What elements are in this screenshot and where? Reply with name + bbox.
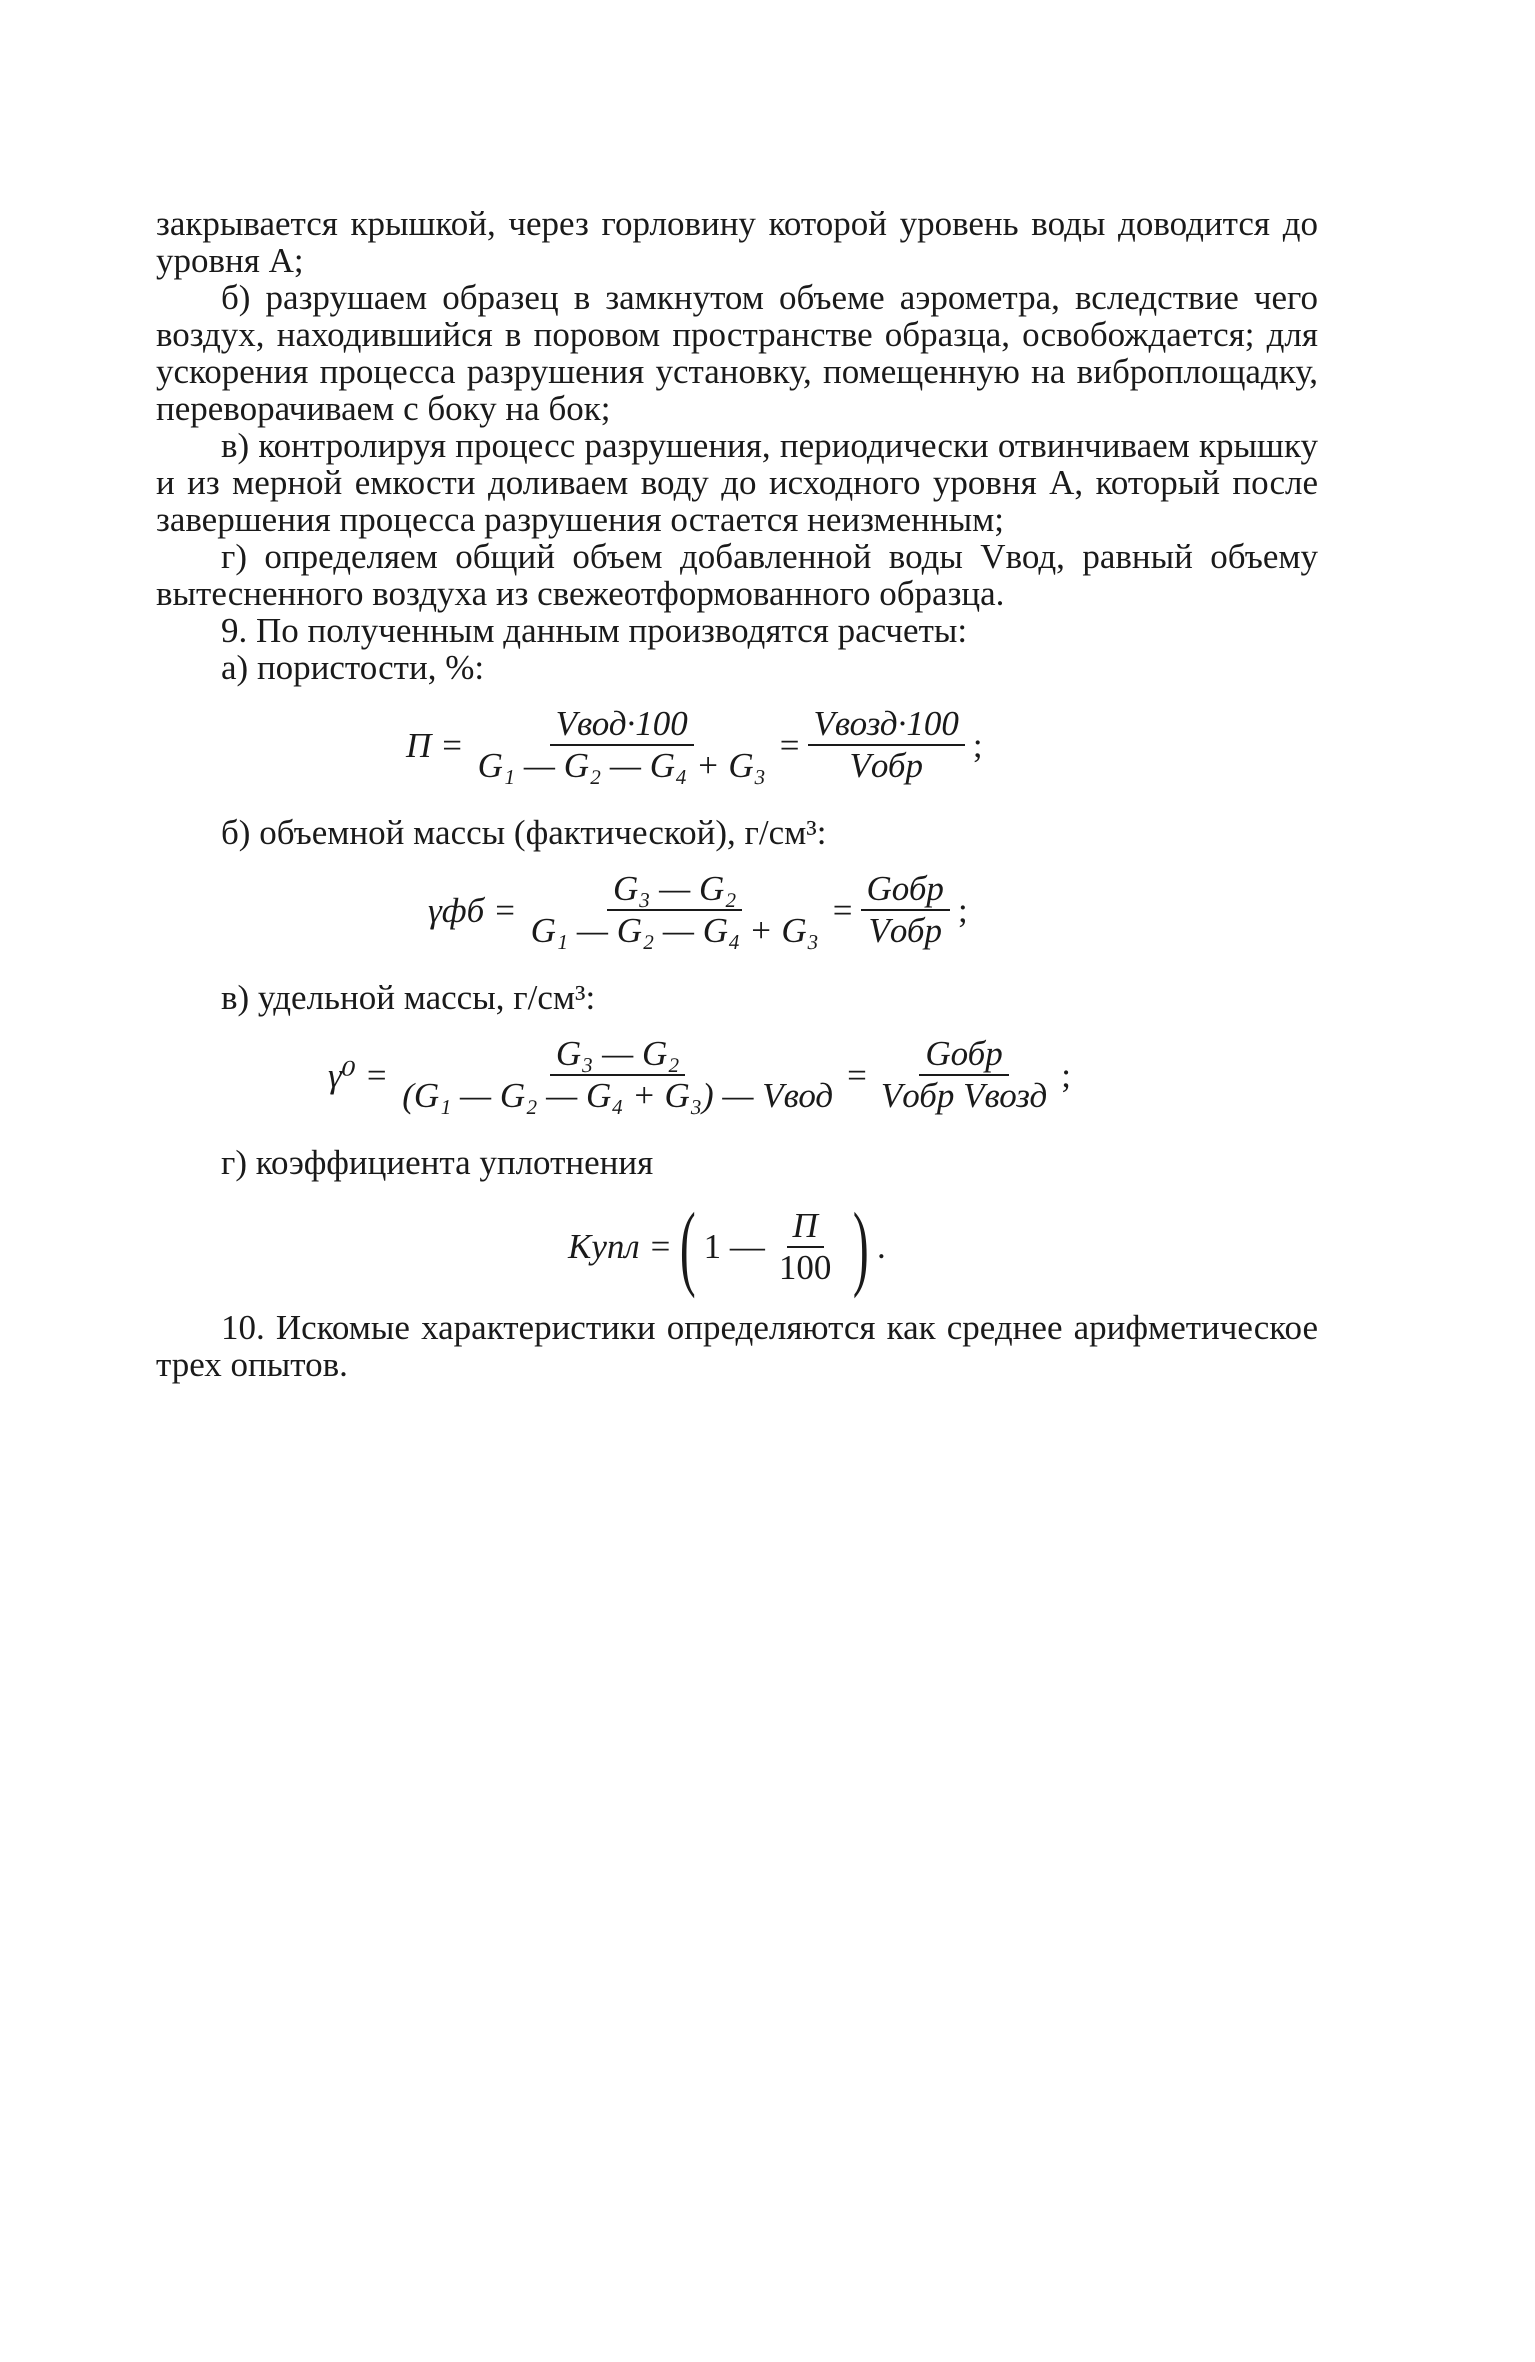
paragraph-porosity-label: а) пористости, %: [221, 648, 485, 687]
paragraph-bulk-density-label: б) объемной массы (фактической), г/см³: [221, 813, 827, 852]
paragraph-step-v: в) контролируя процесс разрушения, периодически отвинчиваем крышку и из мерной емкости доливаем воду до исходного уровня А, который после завершения процесса разрушения остается неизменным; [156, 426, 1318, 539]
formula-porosity [156, 704, 1318, 804]
paragraph-compaction-label: г) коэффициента уплотнения [221, 1143, 654, 1182]
paragraph-step-g: г) определяем общий объем добавленной воды Vвод, равный объему вытесненного воздуха из свежеотформованного образца. [156, 537, 1318, 613]
formula-porosity-num-2: Vвозд·100 [808, 704, 965, 746]
paragraph-continuation: закрывается крышкой, через горловину которой уровень воды доводится до уровня А; [156, 204, 1318, 280]
formula-porosity-end: ; [972, 725, 983, 765]
paragraph-specific-mass-label: в) удельной массы, г/см³: [221, 978, 596, 1017]
formula-bulk-density-num-1: G₃ — G₂ [607, 869, 743, 911]
formula-specific-mass-num-2: Gобр [919, 1034, 1008, 1076]
formula-compaction-end: . [877, 1227, 886, 1266]
formula-specific-mass [156, 1034, 1318, 1134]
formula-bulk-density [156, 869, 1318, 969]
formula-bulk-density-num-2: Gобр [861, 869, 950, 911]
formula-compaction-open-paren: ( [679, 1193, 696, 1299]
formula-porosity-fraction-2 [808, 704, 965, 786]
formula-bulk-density-fraction-1 [525, 869, 825, 951]
formula-specific-mass-end: ; [1061, 1055, 1071, 1095]
formula-porosity-den-1: G₁ — G₂ — G₄ + G₃ [477, 746, 766, 785]
formula-porosity-num-1: Vвод·100 [550, 704, 694, 746]
formula-compaction-fraction [773, 1206, 838, 1288]
formula-bulk-density-den-1: G₁ — G₂ — G₄ + G₃ [530, 911, 819, 950]
formula-compaction [156, 1193, 1318, 1299]
formula-specific-mass-lhs: γ⁰ = [328, 1055, 389, 1095]
formula-compaction-one: 1 — [703, 1227, 765, 1266]
formula-bulk-density-den-2: Vобр [868, 911, 942, 950]
paragraph-step-b: б) разрушаем образец в замкнутом объеме аэрометра, вследствие чего воздух, находившийся в поровом пространстве образца, освобождается; для ускорения процесса разрушения установку, помещенную на виброплощадку, переворачиваем с боку на бок; [156, 278, 1318, 428]
formula-specific-mass-fraction-1 [396, 1034, 839, 1116]
formula-porosity-lhs: П = [406, 725, 464, 765]
formula-compaction-lhs: Kупл = [568, 1227, 673, 1266]
formula-bulk-density-end: ; [957, 890, 968, 930]
formula-bulk-density-fraction-2 [861, 869, 950, 951]
formula-specific-mass-den-1: (G₁ — G₂ — G₄ + G₃) — Vвод [402, 1076, 834, 1115]
formula-bulk-density-eq: = [832, 890, 853, 930]
formula-compaction-den: 100 [778, 1247, 832, 1287]
formula-porosity-den-2: Vобр [849, 746, 923, 785]
formula-bulk-density-lhs: γфб = [428, 890, 517, 930]
formula-specific-mass-eq: = [847, 1055, 867, 1095]
formula-porosity-eq: = [779, 725, 800, 765]
formula-specific-mass-den-2: Vобр Vвозд [880, 1076, 1048, 1115]
paragraph-section-9: 9. По полученным данным производятся расчеты: [221, 611, 968, 650]
document-page [156, 205, 1318, 1383]
formula-porosity-fraction-1 [472, 704, 772, 786]
formula-compaction-close-paren: ) [853, 1193, 870, 1299]
formula-compaction-num: П [787, 1206, 824, 1248]
formula-specific-mass-fraction-2 [875, 1034, 1053, 1116]
formula-specific-mass-num-1: G₃ — G₂ [550, 1034, 686, 1076]
paragraph-section-10: 10. Искомые характеристики определяются как среднее арифметическое трех опытов. [156, 1308, 1318, 1384]
